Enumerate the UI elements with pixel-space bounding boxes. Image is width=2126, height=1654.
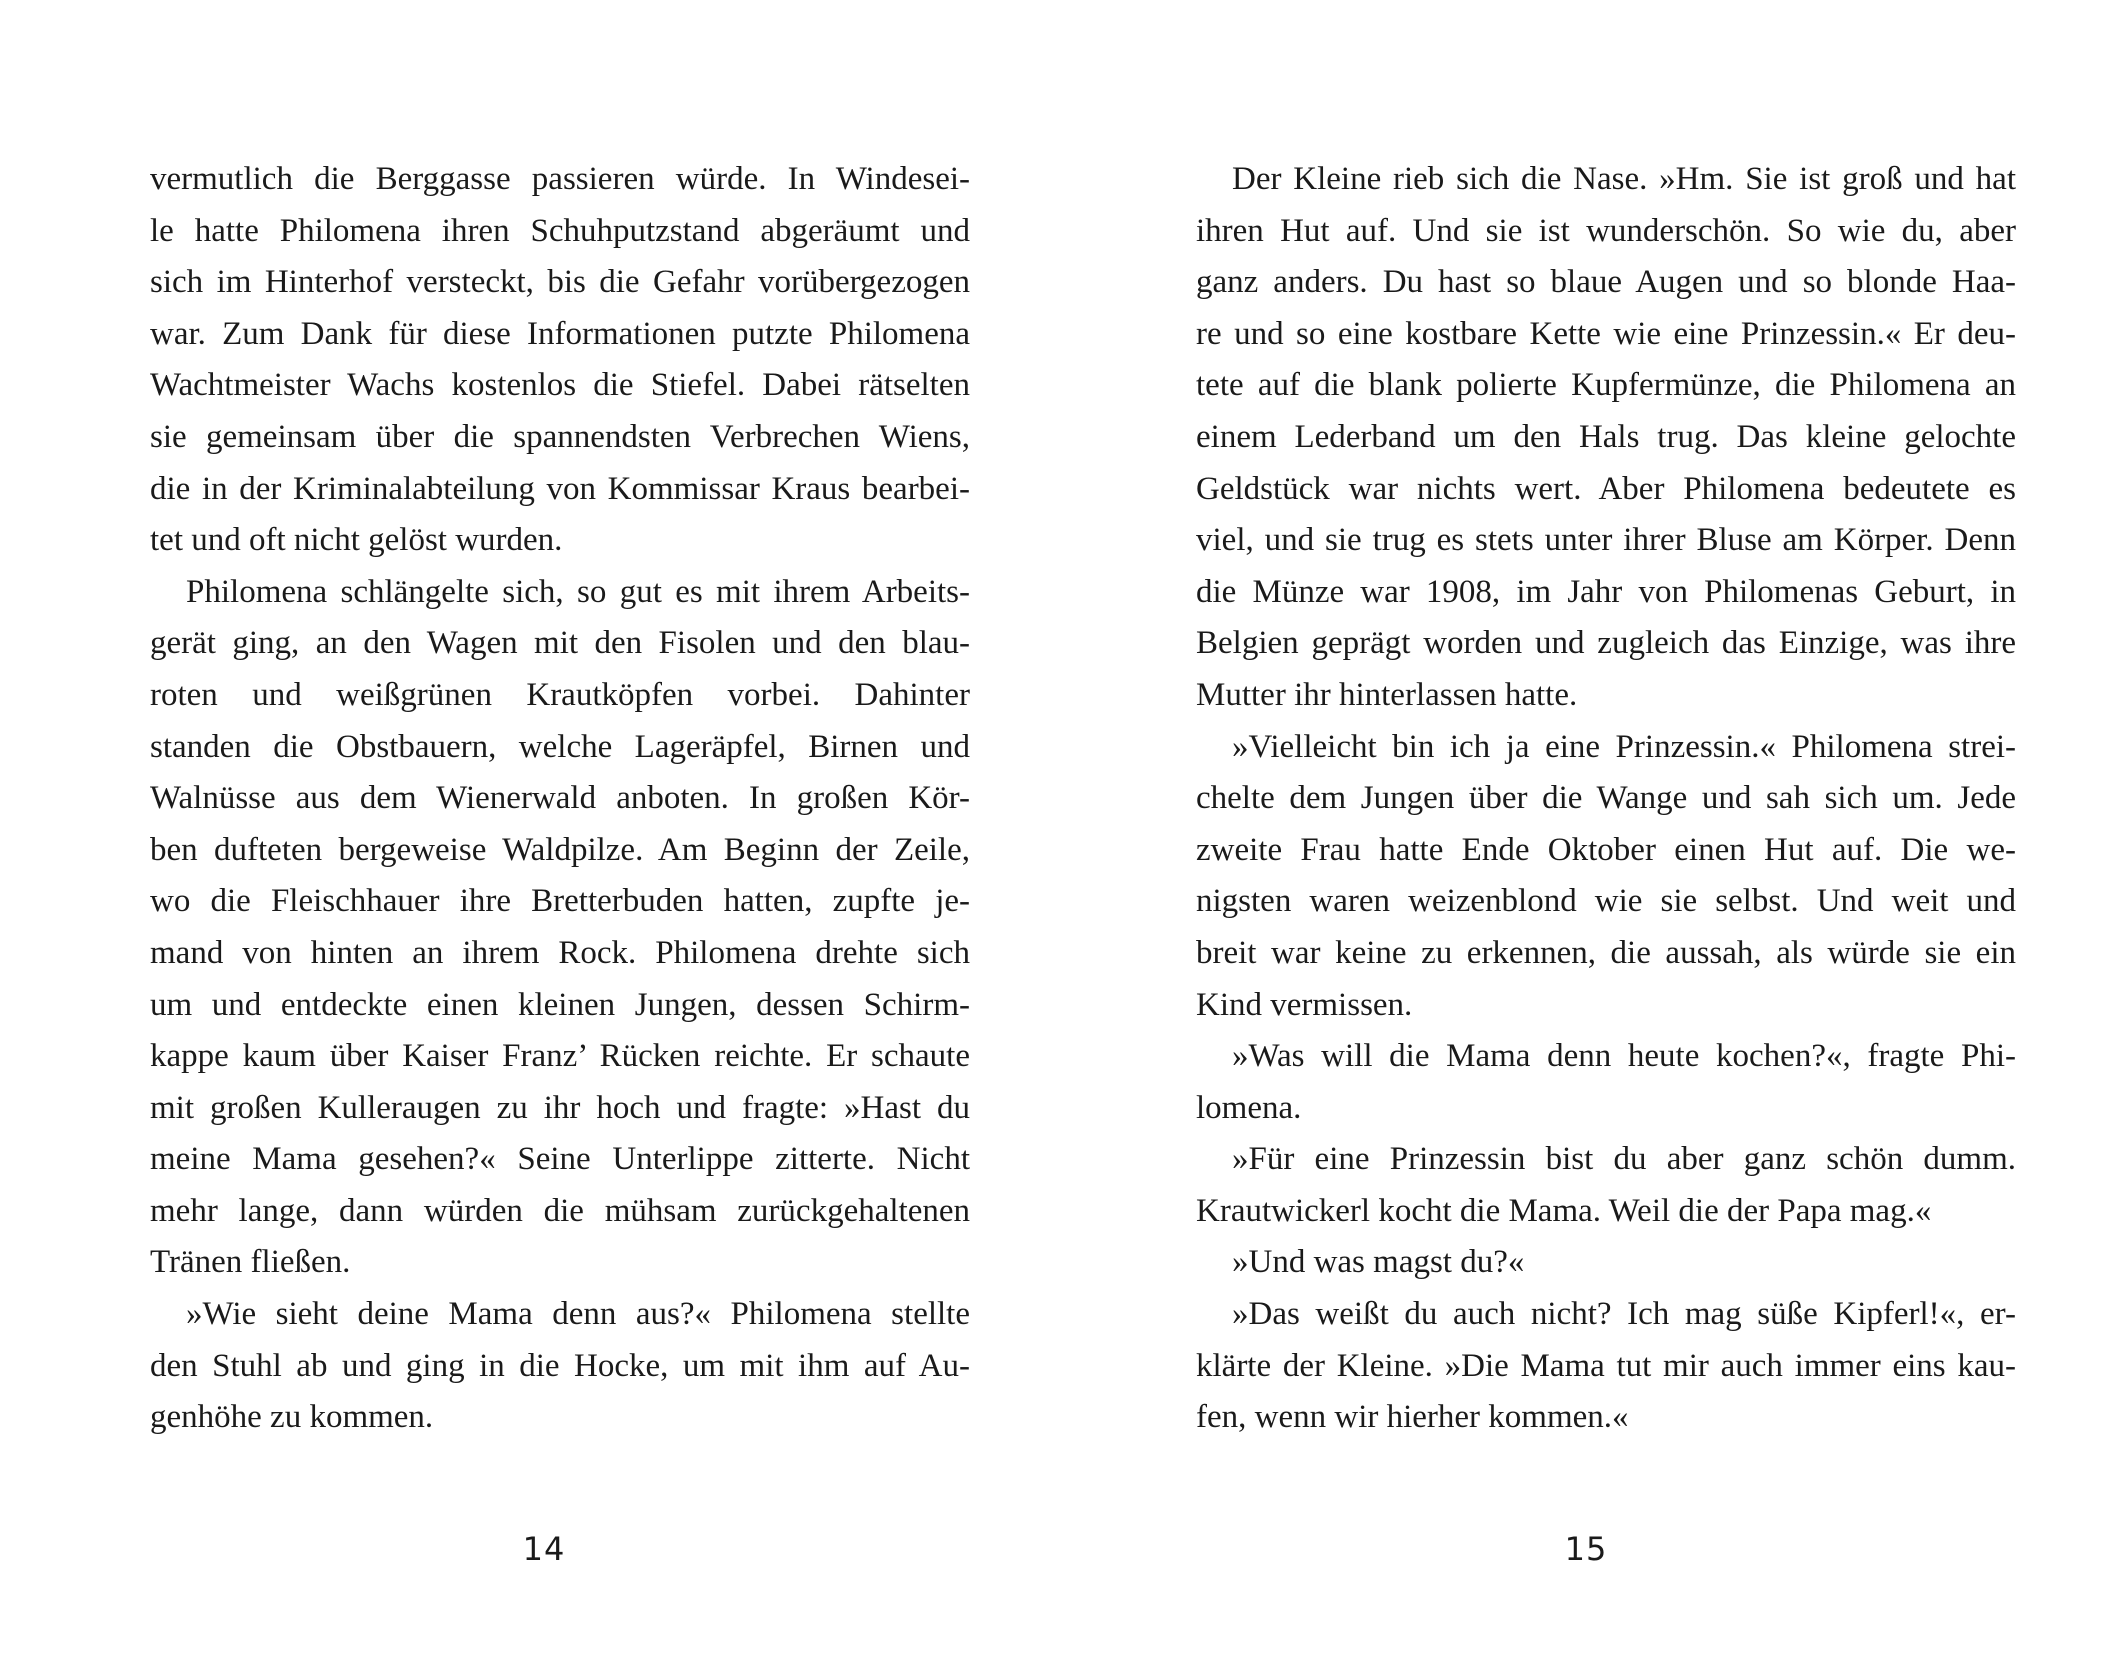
text-line: »Das weißt du auch nicht? Ich mag süße Kipferl!«, er-: [1232, 1296, 2016, 1333]
text-line: genhöhe zu kommen.: [150, 1399, 434, 1436]
page-number: 15: [1564, 1530, 1608, 1568]
text-line: Mutter ihr hinterlassen hatte.: [1196, 676, 1578, 713]
text-line: ben dufteten bergeweise Waldpilze. Am Beginn der Zeile,: [150, 831, 970, 868]
text-line: Geldstück war nichts wert. Aber Philomena bedeutete es: [1196, 470, 2016, 507]
text-line: Walnüsse aus dem Wienerwald anboten. In großen Kör-: [150, 780, 970, 817]
text-line: Krautwickerl kocht die Mama. Weil die der Papa mag.«: [1196, 1192, 1932, 1229]
text-line: um und entdeckte einen kleinen Jungen, dessen Schirm-: [150, 986, 970, 1023]
text-line: Kind vermissen.: [1196, 986, 1413, 1023]
text-line: »Wie sieht deine Mama denn aus?« Philomena stellte: [186, 1296, 970, 1333]
text-line: ganz anders. Du hast so blaue Augen und so blonde Haa-: [1196, 264, 2016, 301]
text-line: le hatte Philomena ihren Schuhputzstand abgeräumt und: [150, 212, 970, 249]
text-line: vermutlich die Berggasse passieren würde. In Windesei-: [150, 161, 970, 197]
text-line: standen die Obstbauern, welche Lageräpfel, Birnen und: [150, 728, 970, 765]
text-line: »Und was magst du?«: [1232, 1244, 1525, 1281]
right-page: [1063, 0, 2126, 1654]
text-line: klärte der Kleine. »Die Mama tut mir auch immer eins kau-: [1196, 1347, 2016, 1384]
text-line: »Vielleicht bin ich ja eine Prinzessin.« Philomena strei-: [1232, 728, 2016, 765]
text-line: tete auf die blank polierte Kupfermünze, die Philomena an: [1196, 367, 2016, 404]
text-line: re und so eine kostbare Kette wie eine Prinzessin.« Er deu-: [1196, 315, 2016, 352]
text-line: einem Lederband um den Hals trug. Das kleine gelochte: [1196, 418, 2016, 455]
text-line: wo die Fleischhauer ihre Bretterbuden hatten, zupfte je-: [150, 883, 970, 920]
text-line: sie gemeinsam über die spannendsten Verbrechen Wiens,: [150, 418, 970, 455]
right-page-text: [1196, 154, 2016, 1444]
text-line: fen, wenn wir hierher kommen.«: [1196, 1399, 1629, 1436]
text-line: »Was will die Mama denn heute kochen?«, fragte Phi-: [1232, 1038, 2016, 1075]
text-line: mand von hinten an ihrem Rock. Philomena drehte sich: [150, 934, 970, 971]
text-line: tet und oft nicht gelöst wurden.: [150, 522, 563, 559]
text-line: breit war keine zu erkennen, die aussah, als würde sie ein: [1196, 934, 2016, 971]
text-line: war. Zum Dank für diese Informationen putzte Philomena: [150, 315, 970, 352]
text-line: viel, und sie trug es stets unter ihrer Bluse am Körper. Denn: [1196, 522, 2016, 559]
text-line: kappe kaum über Kaiser Franz’ Rücken reichte. Er schaute: [150, 1038, 970, 1075]
text-line: chelte dem Jungen über die Wange und sah sich um. Jede: [1196, 780, 2016, 817]
text-line: roten und weißgrünen Krautköpfen vorbei. Dahinter: [150, 676, 970, 713]
text-line: gerät ging, an den Wagen mit den Fisolen und den blau-: [150, 625, 970, 662]
text-line: die Münze war 1908, im Jahr von Philomenas Geburt, in: [1196, 573, 2016, 610]
text-line: nigsten waren weizenblond wie sie selbst. Und weit und: [1196, 883, 2016, 920]
text-line: lomena.: [1196, 1089, 1302, 1126]
text-line: »Für eine Prinzessin bist du aber ganz schön dumm.: [1232, 1141, 2016, 1178]
left-page-text: [150, 154, 970, 1444]
text-line: Belgien geprägt worden und zugleich das Einzige, was ihre: [1196, 625, 2016, 662]
page-number: 14: [522, 1530, 566, 1568]
text-line: Wachtmeister Wachs kostenlos die Stiefel. Dabei rätselten: [150, 367, 970, 404]
text-line: die in der Kriminalabteilung von Kommissar Kraus bearbei-: [150, 470, 970, 507]
text-line: Der Kleine rieb sich die Nase. »Hm. Sie ist groß und hat: [1232, 161, 2016, 197]
text-line: sich im Hinterhof versteckt, bis die Gefahr vorübergezogen: [150, 264, 970, 301]
text-line: Tränen fließen.: [150, 1244, 351, 1281]
text-line: mehr lange, dann würden die mühsam zurückgehaltenen: [150, 1192, 970, 1229]
text-line: zweite Frau hatte Ende Oktober einen Hut auf. Die we-: [1196, 831, 2016, 868]
text-line: Philomena schlängelte sich, so gut es mit ihrem Arbeits-: [186, 573, 970, 610]
text-line: den Stuhl ab und ging in die Hocke, um mit ihm auf Au-: [150, 1347, 970, 1384]
text-line: mit großen Kulleraugen zu ihr hoch und fragte: »Hast du: [150, 1089, 970, 1126]
text-line: meine Mama gesehen?« Seine Unterlippe zitterte. Nicht: [150, 1141, 970, 1178]
text-line: ihren Hut auf. Und sie ist wunderschön. So wie du, aber: [1196, 212, 2016, 249]
